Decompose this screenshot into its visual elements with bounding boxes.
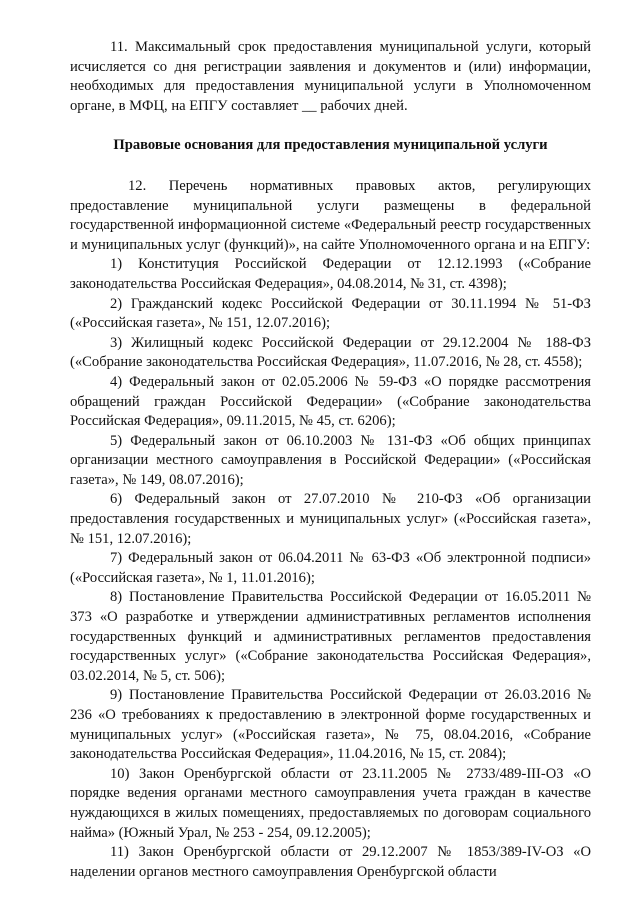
max-term-paragraph: 11. Максимальный срок предоставления муниципальной услуги, который исчисляется со дня регистрации заявления и документов и (или) информации, необходимых для предоставления муниципальной услуги в Уполномоченном органе, в МФЦ, на ЕПГУ составляет __ рабочих дней. [70,39,591,114]
legal-act-item: 10) Закон Оренбургской области от 23.11.2005 № 2733/489-III-ОЗ «О порядке ведения органами местного самоуправления учета граждан в качестве нуждающихся в жилых помещениях, предоставляемых по договорам социального найма» (Южный Урал, № 253 - 254, 09.12.2005); [70,765,591,841]
section-heading: Правовые основания для предоставления муниципальной услуги [113,137,548,154]
legal-act-item: 5) Федеральный закон от 06.10.2003 № 131-ФЗ «Об общих принципах организации местного самоуправления в Российской Федерации» («Российская газета», № 149, 08.07.2016); [70,432,591,488]
legal-act-item: 9) Постановление Правительства Российской Федерации от 26.03.2016 № 236 «О требованиях к предоставлению в электронной форме государственных и муниципальных услуг» («Российская газета», № 75, 08.04.2016, «Собрание законодательства Российская Федерация», 11.04.2016, № 15, ст. 2084); [70,687,591,763]
legal-act-item: 3) Жилищный кодекс Российской Федерации от 29.12.2004 № 188-ФЗ («Собрание законодательства Российская Федерация», 11.07.2016, № 28, ст. 4558); [70,334,591,371]
legal-act-item: 11) Закон Оренбургской области от 29.12.2007 № 1853/389-IV-ОЗ «О наделении органов местного самоуправления Оренбургской области [70,844,591,880]
legal-act-item: 4) Федеральный закон от 02.05.2006 № 59-ФЗ «О порядке рассмотрения обращений граждан Российской Федерации» («Собрание законодательства Российская Федерация», 09.11.2015, № 45, ст. 6206); [70,373,591,430]
legal-acts-intro: 12. Перечень нормативных правовых актов, регулирующих предоставление муниципальной услуги размещены в федеральной государственной информационной системе «Федеральный реестр государственных и муниципальных услуг (функций)», на сайте Уполномоченного органа и на ЕПГУ: [70,177,591,253]
document-page [70,38,591,882]
legal-act-item: 7) Федеральный закон от 06.04.2011 № 63-ФЗ «Об электронной подписи» («Российская газета», № 1, 11.01.2016); [70,550,591,586]
legal-act-item: 6) Федеральный закон от 27.07.2010 № 210-ФЗ «Об организации предоставления государственных и муниципальных услуг» («Российская газета», № 151, 12.07.2016); [70,491,591,547]
legal-act-item: 2) Гражданский кодекс Российской Федерации от 30.11.1994 № 51-ФЗ («Российская газета», № 151, 12.07.2016); [70,295,591,332]
legal-act-item: 8) Постановление Правительства Российской Федерации от 16.05.2011 № 373 «О разработке и утверждении административных регламентов исполнения государственных функций и административных регламентов предоставления государственных услуг» («Собрание законодательства Российская Федерация», 03.02.2014, № 5, ст. 506); [70,589,591,684]
legal-act-item: 1) Конституция Российской Федерации от 12.12.1993 («Собрание законодательства Российская Федерация», 04.08.2014, № 31, ст. 4398); [70,256,591,292]
